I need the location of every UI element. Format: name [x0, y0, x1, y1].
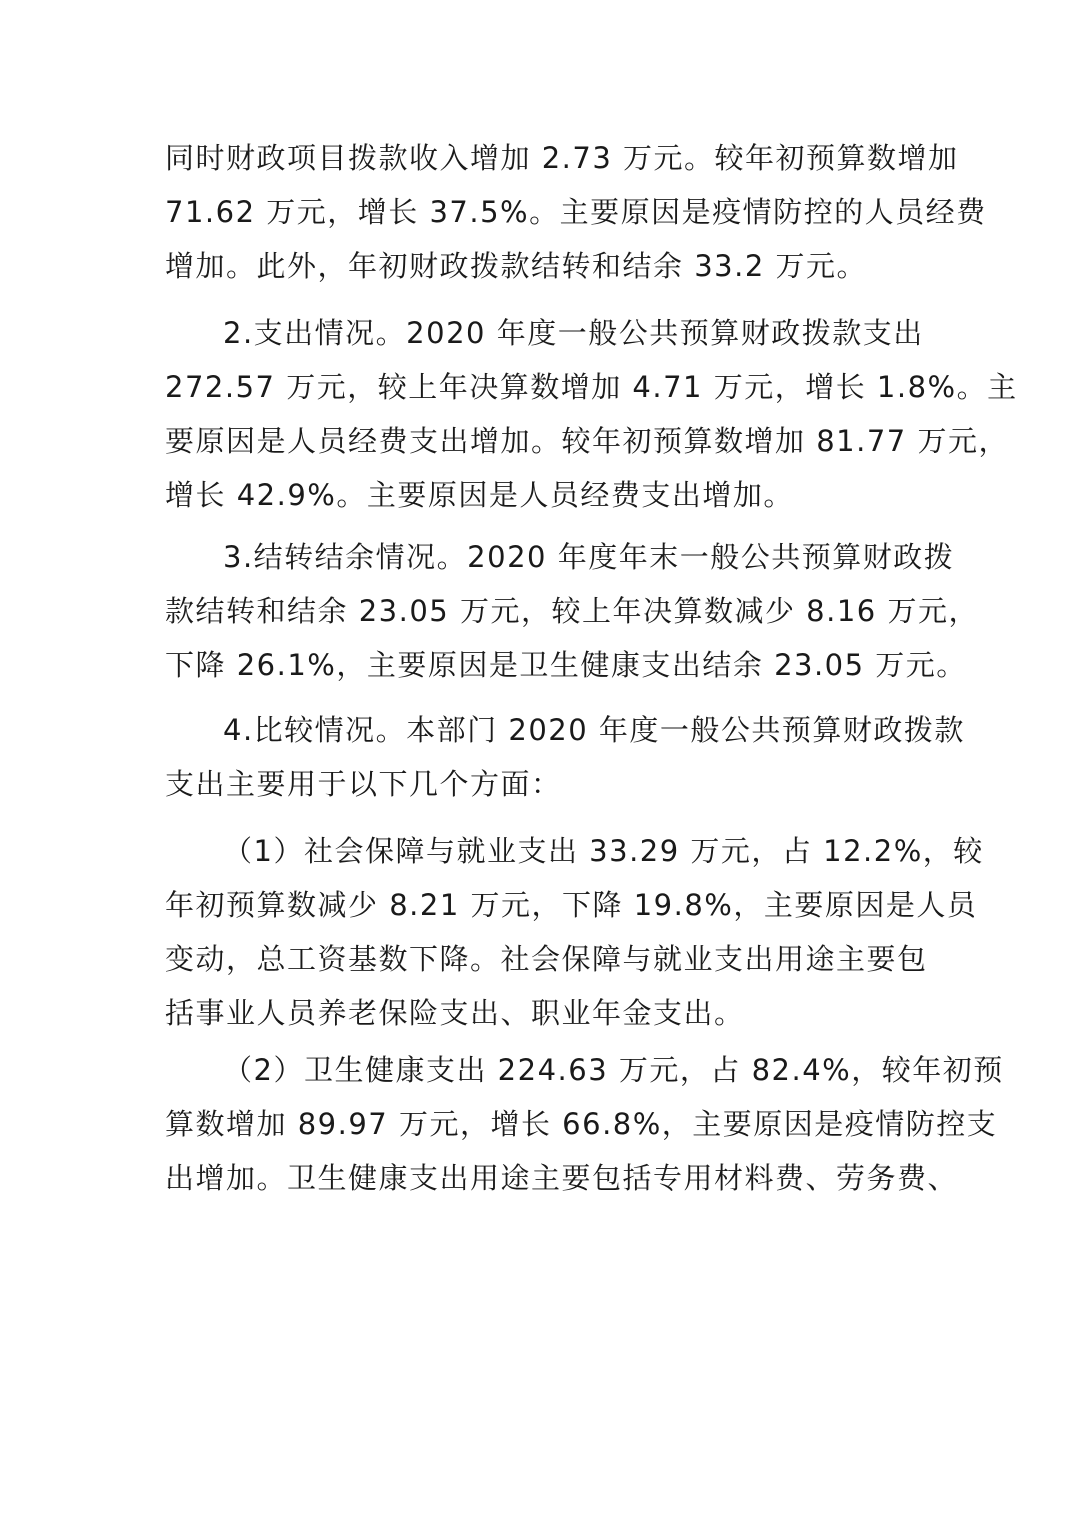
text-line: 272.57 万元，较上年决算数增加 4.71 万元，增长 1.8%。主 [165, 370, 1018, 404]
text-line: 括事业人员养老保险支出、职业年金支出。 [165, 996, 745, 1030]
text-line: 增长 42.9%。主要原因是人员经费支出增加。 [165, 478, 794, 512]
paragraph-comparison [165, 703, 965, 811]
text-line: 要原因是人员经费支出增加。较年初预算数增加 81.77 万元， [165, 424, 1009, 458]
paragraph-carryover [165, 530, 979, 692]
text-line: 下降 26.1%，主要原因是卫生健康支出结余 23.05 万元。 [165, 648, 967, 682]
text-line: 支出主要用于以下几个方面： [165, 767, 562, 801]
text-line: 71.62 万元，增长 37.5%。主要原因是疫情防控的人员经费 [165, 195, 987, 229]
text-line: 增加。此外，年初财政拨款结转和结余 33.2 万元。 [165, 249, 868, 283]
text-line: （1）社会保障与就业支出 33.29 万元，占 12.2%，较 [223, 834, 984, 868]
text-line: 款结转和结余 23.05 万元，较上年决算数减少 8.16 万元， [165, 594, 979, 628]
paragraph-social-security [165, 824, 984, 1040]
text-line: 变动，总工资基数下降。社会保障与就业支出用途主要包 [165, 942, 928, 976]
paragraph-health [165, 1043, 1004, 1205]
text-line: 年初预算数减少 8.21 万元，下降 19.8%，主要原因是人员 [165, 888, 978, 922]
text-line: 4.比较情况。本部门 2020 年度一般公共预算财政拨款 [223, 713, 965, 747]
text-line: 同时财政项目拨款收入增加 2.73 万元。较年初预算数增加 [165, 141, 959, 175]
paragraph-revenue-continued [165, 131, 987, 293]
text-line: 2.支出情况。2020 年度一般公共预算财政拨款支出 [223, 316, 924, 350]
text-line: 出增加。卫生健康支出用途主要包括专用材料费、劳务费、 [165, 1161, 959, 1195]
text-line: （2）卫生健康支出 224.63 万元，占 82.4%，较年初预 [223, 1053, 1004, 1087]
text-line: 3.结转结余情况。2020 年度年末一般公共预算财政拨 [223, 540, 955, 574]
paragraph-expenditure [165, 306, 1018, 522]
text-line: 算数增加 89.97 万元，增长 66.8%，主要原因是疫情防控支 [165, 1107, 998, 1141]
